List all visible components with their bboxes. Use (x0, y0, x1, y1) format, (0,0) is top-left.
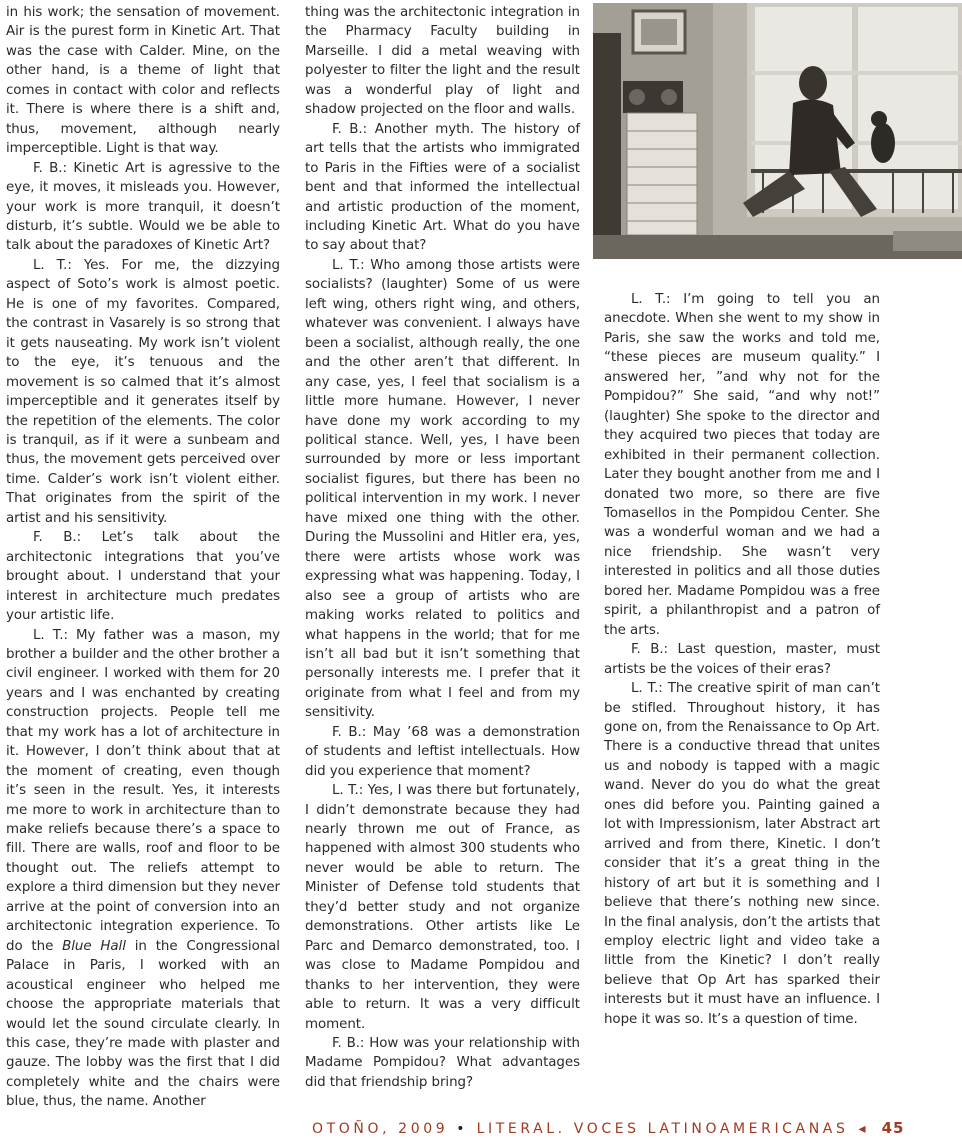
footer-arrow-icon: ◂ (858, 1121, 866, 1137)
page-footer (312, 1119, 905, 1141)
text-column-3 (604, 290, 880, 1029)
paragraph: L. T.: Who among those artists were socialists? (laughter) Some of us were left wing, others right wing, and others, whatever was convenient. I always have been a socialist, although really, the one and the other aren’t that different. In any case, yes, I feel that socialism is a little more humane. However, I never have done my work according to my political stance. Well, yes, I have been surrounded by more or less important socialist figures, but there has been no political intervention in my work. I never have mixed one thing with the other. During the Mussolini and Hitler era, yes, there were artists whose work was expressing what was happening. Today, I also see a group of artists who are making works related to politics and what happens in the world; that for me isn’t all bad but it isn’t something that personally interests me. I prefer that it originate from what I feel and from my sensitivity. (305, 257, 580, 721)
paragraph: L. T.: The creative spirit of man can’t be stifled. Throughout history, it has gone on, from the Renaissance to Op Art. There is a conductive thread that unites us and nobody is tapped with a magic wand. Never do you do what the great ones did before you. Painting gained a lot with Impressionism, later Abstract art arrived and from there, Kinetic. I don’t consider that it’s a great thing in the history of art but it is something and I believe that there’s nothing new since. In the final analysis, don’t the artists that employ electric light and video take a little from the Kinetic? I don’t really believe that Op Art has sparked their interests but it must have an influence. I hope it was so. It’s a question of time. (604, 681, 880, 1027)
artist-photo (593, 3, 962, 259)
text-column-1 (6, 3, 280, 1112)
footer-season: OTOÑO, 2009 (312, 1121, 449, 1137)
footer-bullet: • (456, 1121, 465, 1137)
paragraph: in his work; the sensation of movement. Air is the purest form in Kinetic Art. That was the case with Calder. Mine, on the other hand, is a theme of light that comes in contact with color and reflects it. There is where there is a shift and, thus, movement, although nearly imperceptible. Light is that way. (6, 5, 280, 157)
paragraph: L. T.: Yes. For me, the dizzying aspect of Soto’s work is almost poetic. He is one of my favorites. Compared, the contrast in Vasarely is so strong that it gets nauseating. My work isn’t violent to the eye, it’s tenuous and the movement is so calmed that it’s almost imperceptible and it generates itself by the repetition of the elements. The color is tranquil, as if it were a sunbeam and thus, the movement gets perceived over time. Calder’s work isn’t violent either. That originates from the spirit of the artist and his sensitivity. (6, 257, 280, 526)
paragraph: F. B.: Last question, master, must artists be the voices of their eras? (604, 642, 880, 677)
page-number: 45 (881, 1119, 905, 1137)
paragraph: F. B.: May ’68 was a demonstration of students and leftist intellectuals. How did you experience that moment? (305, 724, 580, 779)
footer-magazine-name: LITERAL. VOCES LATINOAMERICANAS (476, 1121, 849, 1137)
paragraph: L. T.: My father was a mason, my brother a builder and the other brother a civil engineer. I worked with them for 20 years and I was enchanted by creating construction projects. People tell me that my work has a lot of architecture in it. However, I don’t think about that at the moment of creating, even though it’s seen in the result. Yes, it interests me more to work in architecture than to make reliefs because there’s a space to fill. There are walls, roof and floor to be thought out. The reliefs attempt to explore a third dimension but they never arrive at the point of conversion into an architectonic integration experience. To do the Blue Hall in the Congressional Palace in Paris, I worked with an acoustical engineer who helped me choose the appropriate materials that would let the sound circulate clearly. In this case, they’re made with plaster and gauze. The lobby was the first that I did completely white and the chairs were blue, thus, the name. Another (6, 627, 280, 1110)
text-column-2 (305, 3, 580, 1092)
paragraph: F. B.: Let’s talk about the architectonic integrations that you’ve brought about. I understand that your interest in architecture much predates your artistic life. (6, 530, 280, 624)
paragraph: F. B.: Another myth. The history of art tells that the artists who immigrated to Paris in the Fifties were of a socialist bent and that informed the intellectual and artistic production of the moment, including Kinetic Art. What do you have to say about that? (305, 121, 580, 254)
paragraph: L. T.: I’m going to tell you an anecdote. When she went to my show in Paris, she saw the works and told me, “these pieces are museum quality.” I answered her, ”and why not for the Pompidou?” She said, “and why not!” (laughter) She spoke to the director and they acquired two pieces that today are exhibited in their permanent collection. Later they bought another from me and I donated two more, so there are five Tomasellos in the Pompidou Center. She was a wonderful woman and we had a nice friendship. She wasn’t very interested in politics and all those duties bored her. Madame Pompidou was a free spirit, a philanthropist and a patron of the arts. (604, 292, 880, 638)
paragraph: F. B.: Kinetic Art is agressive to the eye, it moves, it misleads you. However, your work is more tranquil, it doesn’t disturb, it’s subtle. Would we be able to talk about the paradoxes of Kinetic Art? (6, 160, 280, 254)
paragraph: F. B.: How was your relationship with Madame Pompidou? What advantages did that friendship bring? (305, 1036, 580, 1090)
paragraph: L. T.: Yes, I was there but fortunately, I didn’t demonstrate because they had nearly thrown me out of France, as happened with almost 300 students who never would be able to return. The Minister of Defense told students that they’d better study and not organize demonstrations. Other artists like Le Parc and Demarco demonstrated, too. I was close to Madame Pompidou and thanks to her intervention, they were able to return. It was a very difficult moment. (305, 783, 580, 1032)
paragraph: thing was the architectonic integration in the Pharmacy Faculty building in Marseille. I did a metal weaving with polyester to filter the light and the result was a wonderful play of light and shadow projected on the floor and walls. (305, 5, 580, 118)
